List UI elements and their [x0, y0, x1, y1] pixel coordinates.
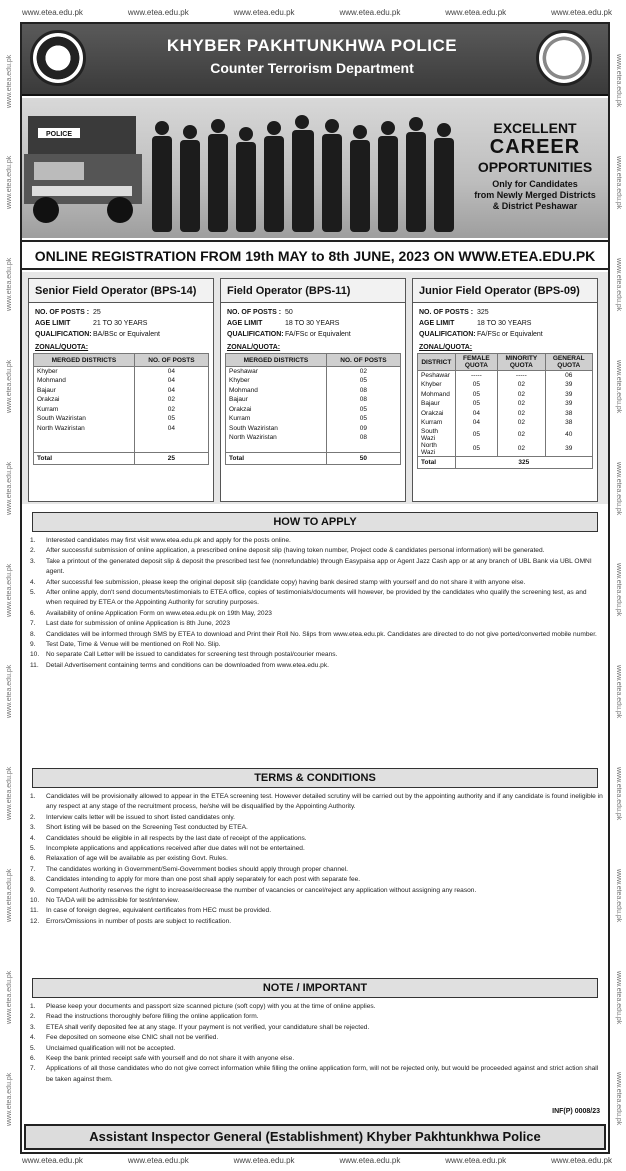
district-cell: Bajaur [34, 386, 135, 396]
district-cell: Mohmand [34, 376, 135, 386]
list-item [30, 650, 604, 660]
list-item-number: 2. [30, 1013, 36, 1021]
list-item [30, 640, 604, 650]
minority-cell: 02 [498, 442, 545, 457]
minority-cell: 02 [498, 409, 545, 419]
list-item-text: Keep the bank printed receipt safe with yourself and do not share it with anyone else. [46, 1055, 295, 1063]
list-item-text: After successful submission of online application, a prescribed online deposit slip (having token number, Project code & candidates personal information) will be generated. [46, 547, 545, 555]
list-item-text: Interview calls letter will be issued to short listed candidates only. [46, 813, 235, 821]
list-item-text: In case of foreign degree, equivalent certificates from HEC must be provided. [46, 907, 272, 915]
list-item-number: 2. [30, 813, 36, 821]
table-row [418, 418, 593, 428]
list-item-number: 11. [30, 907, 39, 915]
list-item [30, 834, 604, 844]
table-row [226, 386, 401, 396]
watermark-text: www.etea.edu.pk [6, 868, 13, 923]
table-row [226, 405, 401, 415]
watermark-top [22, 8, 612, 22]
watermark-text: www.etea.edu.pk [6, 257, 13, 312]
posts-cell: 04 [134, 376, 208, 386]
list-item-text: Competent Authority reserves the right to increase/decrease the number of vacancies or cancel/reject any application without assigning any reason. [46, 886, 477, 894]
watermark-text: www.etea.edu.pk [22, 1156, 83, 1165]
banner-photo [22, 98, 608, 238]
list-item-number: 1. [30, 1003, 36, 1010]
list-item-number: 12. [30, 917, 40, 925]
minority-cell: 02 [498, 399, 545, 409]
general-cell: 38 [545, 409, 592, 419]
no-of-posts-label: NO. OF POSTS : [419, 309, 474, 316]
district-cell: Peshawar [226, 367, 327, 377]
qualification-label: QUALIFICATION: [35, 331, 92, 338]
list-item [30, 661, 604, 671]
table-row [226, 424, 401, 434]
female-cell: ----- [455, 371, 497, 381]
watermark-text: www.etea.edu.pk [339, 1156, 401, 1165]
advertisement-body [20, 22, 610, 1154]
general-cell: 39 [545, 442, 592, 457]
posts-cell: 09 [326, 424, 400, 434]
posts-cell: 05 [134, 414, 208, 424]
list-item [30, 536, 604, 546]
table-header: FEMALE QUOTA [455, 354, 497, 371]
list-item [30, 917, 604, 927]
posts-cell: 02 [134, 395, 208, 405]
district-cell: South Wazi [418, 428, 456, 442]
list-item-number: 6. [30, 855, 36, 863]
no-of-posts-label: NO. OF POSTS : [35, 309, 90, 316]
list-item-text: Incomplete applications and applications received after due dates will not be entertained. [46, 845, 305, 853]
list-item-text: No separate Call Letter will be issued to candidates for screening test through postal/courier means. [46, 651, 338, 659]
table-row [34, 433, 209, 443]
table-row [418, 390, 593, 400]
how-to-apply-heading [22, 512, 608, 534]
career-line-6: & District Peshawar [492, 201, 578, 211]
watermark-text: www.etea.edu.pk [127, 1156, 189, 1165]
list-item [30, 886, 604, 896]
posts-cell: 04 [134, 367, 208, 377]
commandos-image [142, 114, 472, 234]
age-limit-value: 21 TO 30 YEARS [93, 320, 148, 327]
table-row [418, 428, 593, 442]
district-cell: Kurram [226, 414, 327, 424]
list-item-number: 4. [30, 834, 36, 842]
list-item-number: 10. [30, 897, 40, 905]
list-item [30, 844, 604, 854]
list-item [30, 1023, 604, 1033]
watermark-text: www.etea.edu.pk [551, 8, 612, 17]
police-vehicle-image [24, 106, 144, 230]
list-item [30, 578, 604, 588]
district-cell: Bajaur [226, 395, 327, 405]
list-item [30, 906, 604, 916]
police-logo [30, 30, 86, 86]
general-cell: 39 [545, 390, 592, 400]
list-item [30, 1064, 604, 1085]
no-of-posts-value: 50 [285, 309, 293, 316]
table-row [418, 442, 593, 457]
posts-cell: 08 [326, 395, 400, 405]
list-item-text: Short listing will be based on the Screening Test conducted by ETEA. [46, 824, 248, 832]
watermark-text: www.etea.edu.pk [127, 8, 189, 17]
list-item-text: Candidates will be provisionally allowed to appear in the ETEA screening test. However detailed scrutiny will be carried out by the appointing authority and if any candidate is found ineligible in any respect at any stage of the recruitment process, he/she will be disqualified by the Appointing Authority. [46, 793, 603, 811]
table-row [226, 367, 401, 377]
table-header: MERGED DISTRICTS [226, 354, 327, 367]
table-row [226, 414, 401, 424]
total-label: Total [418, 456, 456, 468]
minority-cell: 02 [498, 380, 545, 390]
table-row [34, 395, 209, 405]
list-item-text: No TA/DA will be admissible for test/interview. [46, 897, 180, 905]
post-senior-field-operator [28, 278, 214, 502]
posts-table [225, 353, 401, 465]
list-item-number: 4. [30, 578, 36, 586]
age-limit-label: AGE LIMIT [419, 320, 455, 327]
list-item-number: 3. [30, 824, 36, 832]
post-title: Field Operator (BPS-11) [221, 279, 405, 303]
list-item [30, 854, 604, 864]
district-cell: Kurram [418, 418, 456, 428]
list-item-number: 5. [30, 1044, 36, 1052]
header-banner [22, 24, 608, 96]
qualification-value: FA/FSc or Equivalent [285, 331, 351, 338]
qualification-value: BA/BSc or Equivalent [93, 331, 160, 338]
district-cell: North Waziristan [34, 424, 135, 434]
zonal-quota-label: ZONAL/QUOTA: [419, 344, 473, 351]
watermark-text: www.etea.edu.pk [615, 665, 622, 719]
watermark-text: www.etea.edu.pk [615, 54, 622, 108]
list-item-number: 9. [30, 641, 36, 649]
how-to-apply-list [30, 536, 604, 671]
table-header: GENERAL QUOTA [545, 354, 592, 371]
list-item-number: 10. [30, 651, 40, 659]
vehicle-label: POLICE [45, 131, 73, 138]
list-item [30, 1054, 604, 1064]
list-item [30, 546, 604, 556]
list-item-text: Unclaimed qualification will not be accepted. [46, 1044, 176, 1052]
age-limit-value: 18 TO 30 YEARS [285, 320, 340, 327]
watermark-right [610, 30, 622, 1150]
female-cell: 05 [455, 390, 497, 400]
watermark-text: www.etea.edu.pk [6, 54, 13, 108]
list-item [30, 1033, 604, 1043]
watermark-text: www.etea.edu.pk [233, 1156, 295, 1165]
watermark-bottom [22, 1156, 612, 1170]
watermark-text: www.etea.edu.pk [6, 665, 13, 719]
list-item-text: Applications of all those candidates who do not give correct information while filling the online application form, will not be rejected only, but would be proceeded against and strict action shall be taken against them. [46, 1065, 599, 1083]
table-total-row [34, 452, 209, 464]
watermark-text: www.etea.edu.pk [615, 766, 622, 821]
general-cell: 39 [545, 399, 592, 409]
list-item-text: Candidates intending to apply for more than one post shall apply separately for each post with separate fee. [46, 876, 361, 884]
list-item [30, 1002, 604, 1012]
table-row [226, 443, 401, 453]
terms-heading [22, 768, 608, 790]
qualification-value: FA/FSc or Equivalent [477, 331, 543, 338]
list-item [30, 792, 604, 813]
list-item-number: 8. [30, 876, 36, 884]
zonal-quota-label: ZONAL/QUOTA: [227, 344, 281, 351]
table-header: NO. OF POSTS [326, 354, 400, 367]
career-line-5: from Newly Merged Districts [474, 190, 596, 200]
posts-cell: 08 [326, 386, 400, 396]
district-cell: Kurram [34, 405, 135, 415]
career-line-1: EXCELLENT [493, 120, 577, 136]
watermark-text: www.etea.edu.pk [615, 563, 622, 617]
section-title: NOTE / IMPORTANT [32, 978, 598, 998]
section-title: TERMS & CONDITIONS [32, 768, 598, 788]
table-row [418, 371, 593, 381]
list-item-number: 7. [30, 620, 36, 628]
list-item [30, 588, 604, 609]
list-item-number: 1. [30, 537, 36, 544]
table-total-row [226, 452, 401, 464]
list-item [30, 1012, 604, 1022]
section-title: HOW TO APPLY [32, 512, 598, 532]
table-header: MINORITY QUOTA [498, 354, 545, 371]
list-item-text: The candidates working in Government/Semi-Government bodies should apply through proper channel. [46, 865, 349, 873]
posts-cell: 04 [134, 386, 208, 396]
female-cell: 05 [455, 428, 497, 442]
district-cell: Peshawar [418, 371, 456, 381]
general-cell: 38 [545, 418, 592, 428]
zonal-quota-label: ZONAL/QUOTA: [35, 344, 89, 351]
watermark-text: www.etea.edu.pk [615, 461, 622, 515]
watermark-text: www.etea.edu.pk [6, 461, 13, 515]
footer-signatory: Assistant Inspector General (Establishment) Khyber Pakhtunkhwa Police [24, 1124, 606, 1150]
no-of-posts-value: 25 [93, 309, 101, 316]
table-row [226, 376, 401, 386]
total-label: Total [226, 452, 327, 464]
age-limit-label: AGE LIMIT [35, 320, 71, 327]
qualification-label: QUALIFICATION: [227, 331, 284, 338]
district-cell: Bajaur [418, 399, 456, 409]
post-info [413, 303, 597, 353]
table-row [34, 376, 209, 386]
table-total-row [418, 456, 593, 468]
list-item [30, 875, 604, 885]
watermark-text: www.etea.edu.pk [551, 1156, 612, 1165]
table-row [34, 386, 209, 396]
no-of-posts-value: 325 [477, 309, 489, 316]
career-line-4: Only for Candidates [492, 179, 578, 189]
career-eligibility [462, 179, 608, 212]
watermark-text: www.etea.edu.pk [6, 359, 13, 414]
list-item-text: Please keep your documents and passport size scanned picture (soft copy) with you at the time of online applies. [46, 1003, 376, 1010]
list-item [30, 609, 604, 619]
list-item [30, 619, 604, 629]
career-opportunities [462, 120, 608, 212]
note-list [30, 1002, 604, 1085]
total-value: 25 [134, 452, 208, 464]
minority-cell: 02 [498, 418, 545, 428]
list-item [30, 865, 604, 875]
table-header: NO. OF POSTS [134, 354, 208, 367]
list-item-text: Last date for submission of online Application is 8th June, 2023 [46, 620, 231, 628]
list-item-text: Take a printout of the generated deposit slip & deposit the prescribed test fee (nonrefundable) through Easypaisa app or Agent Jazz Cash app or at any branch of UBL Bank via UBL OMNI agent. [46, 557, 592, 576]
female-cell: 04 [455, 418, 497, 428]
watermark-text: www.etea.edu.pk [6, 1072, 13, 1126]
female-cell: 05 [455, 442, 497, 457]
minority-cell: 02 [498, 428, 545, 442]
female-cell: 04 [455, 409, 497, 419]
table-header: DISTRICT [418, 354, 456, 371]
list-item [30, 1044, 604, 1054]
posts-cell: 04 [134, 424, 208, 434]
total-value: 50 [326, 452, 400, 464]
list-item-text: After successful fee submission, please keep the original deposit slip (candidate copy) having bank desired stamp with yourself and do not share it with anyone else. [46, 578, 526, 586]
watermark-text: www.etea.edu.pk [6, 767, 13, 821]
no-of-posts-label: NO. OF POSTS : [227, 309, 282, 316]
table-row [226, 433, 401, 443]
list-item-number: 5. [30, 589, 36, 597]
posts-table [417, 353, 593, 469]
career-line-3: OPPORTUNITIES [477, 159, 593, 175]
list-item-number: 1. [30, 793, 36, 800]
list-item-text: Detail Advertisement containing terms and conditions can be downloaded from www.etea.edu.pk. [46, 661, 329, 669]
list-item-text: Read the instructions thoroughly before filling the online application form. [46, 1013, 259, 1021]
list-item-number: 4. [30, 1034, 36, 1042]
district-cell: Mohmand [418, 390, 456, 400]
general-cell: 39 [545, 380, 592, 390]
general-cell: 06 [545, 371, 592, 381]
post-info [221, 303, 405, 353]
female-cell: 05 [455, 380, 497, 390]
district-cell: Mohmand [226, 386, 327, 396]
table-row [226, 395, 401, 405]
posts-cell: 05 [326, 376, 400, 386]
list-item-number: 7. [30, 865, 36, 873]
table-row [418, 399, 593, 409]
list-item-number: 9. [30, 886, 36, 894]
list-item-text: Test Date, Time & Venue will be mentioned on Roll No. Slip. [46, 641, 221, 649]
district-cell: Khyber [34, 367, 135, 377]
post-field-operator [220, 278, 406, 502]
posts-cell: 08 [326, 433, 400, 443]
watermark-text: www.etea.edu.pk [615, 257, 622, 312]
minority-cell: 02 [498, 390, 545, 400]
district-cell: Orakzai [226, 405, 327, 415]
post-title: Senior Field Operator (BPS-14) [29, 279, 213, 303]
total-label: Total [34, 452, 135, 464]
list-item-number: 6. [30, 1055, 36, 1063]
watermark-text: www.etea.edu.pk [6, 563, 13, 617]
minority-cell: ----- [498, 371, 545, 381]
post-title: Junior Field Operator (BPS-09) [413, 279, 597, 303]
district-cell: North Wazi [418, 442, 456, 457]
qualification-label: QUALIFICATION: [419, 331, 476, 338]
list-item-text: Interested candidates may first visit www.etea.edu.pk and apply for the posts online. [46, 537, 291, 544]
list-item [30, 896, 604, 906]
header-title: KHYBER PAKHTUNKHWA POLICE [166, 36, 458, 55]
table-row [34, 414, 209, 424]
list-item-text: Candidates should be eligible in all respects by the last date of receipt of the applications. [46, 834, 307, 842]
list-item-number: 3. [30, 557, 36, 565]
watermark-text: www.etea.edu.pk [615, 156, 622, 210]
list-item-number: 6. [30, 609, 36, 617]
watermark-text: www.etea.edu.pk [615, 359, 622, 413]
posts-section [22, 272, 608, 504]
list-item [30, 823, 604, 833]
table-row [418, 380, 593, 390]
terms-list [30, 792, 604, 927]
district-cell: South Waziristan [34, 414, 135, 424]
posts-table [33, 353, 209, 465]
ctd-logo [536, 30, 592, 86]
watermark-text: www.etea.edu.pk [445, 1156, 507, 1165]
age-limit-value: 18 TO 30 YEARS [477, 320, 532, 327]
watermark-text: www.etea.edu.pk [6, 156, 13, 210]
watermark-text: www.etea.edu.pk [6, 970, 13, 1024]
header-subtitle: Counter Terrorism Department [210, 60, 414, 76]
watermark-text: www.etea.edu.pk [445, 8, 507, 17]
table-row [418, 409, 593, 419]
list-item [30, 557, 604, 578]
list-item [30, 813, 604, 823]
general-cell: 40 [545, 428, 592, 442]
list-item-text: Relaxation of age will be available as per existing Govt. Rules. [46, 855, 228, 863]
table-row [34, 443, 209, 453]
list-item-text: After online apply, don't send documents/testimonials to ETEA office, copies of testimonials/documents will however, be provided by the candidates who qualify the screening test, as and when required by ETEA or the Appointing Authority for scrutiny purposes. [46, 589, 587, 607]
list-item-number: 11. [30, 661, 39, 669]
list-item-number: 2. [30, 547, 36, 555]
post-junior-field-operator [412, 278, 598, 502]
total-value: 325 [455, 456, 592, 468]
career-line-2: CAREER [489, 136, 581, 158]
reference-number: INF(P) 0008/23 [552, 1108, 600, 1115]
table-row [34, 367, 209, 377]
registration-banner: ONLINE REGISTRATION FROM 19th MAY to 8th JUNE, 2023 ON WWW.ETEA.EDU.PK [22, 240, 608, 270]
post-info [29, 303, 213, 353]
posts-cell: 02 [326, 367, 400, 377]
list-item-text: Fee deposited on someone else CNIC shall not be verified. [46, 1034, 219, 1042]
list-item-number: 7. [30, 1065, 36, 1073]
list-item-text: Errors/Omissions in number of posts are subject to rectification. [46, 917, 232, 925]
posts-cell: 05 [326, 414, 400, 424]
female-cell: 05 [455, 399, 497, 409]
watermark-text: www.etea.edu.pk [339, 8, 401, 17]
list-item-number: 8. [30, 630, 36, 638]
watermark-left [6, 30, 18, 1150]
table-row [34, 424, 209, 434]
watermark-text: www.etea.edu.pk [615, 868, 622, 923]
posts-cell: 02 [134, 405, 208, 415]
watermark-text: www.etea.edu.pk [615, 1072, 622, 1126]
list-item-text: Candidates will be informed through SMS by ETEA to download and Print their Roll No. Slips from www.etea.edu.pk. Candidates are directed to do not give ported/converted mobile number. [46, 630, 597, 638]
district-cell: South Waziristan [226, 424, 327, 434]
district-cell: North Waziristan [226, 433, 327, 443]
list-item-number: 3. [30, 1023, 36, 1031]
posts-cell: 05 [326, 405, 400, 415]
watermark-text: www.etea.edu.pk [22, 8, 83, 17]
watermark-text: www.etea.edu.pk [233, 8, 295, 17]
watermark-text: www.etea.edu.pk [615, 970, 622, 1024]
list-item-text: Availability of online Application Form on www.etea.edu.pk on 19th May, 2023 [46, 609, 272, 617]
table-row [34, 405, 209, 415]
district-cell: Orakzai [34, 395, 135, 405]
district-cell: Khyber [226, 376, 327, 386]
district-cell: Orakzai [418, 409, 456, 419]
district-cell: Khyber [418, 380, 456, 390]
list-item-number: 5. [30, 845, 36, 853]
list-item [30, 630, 604, 640]
table-header: MERGED DISTRICTS [34, 354, 135, 367]
age-limit-label: AGE LIMIT [227, 320, 263, 327]
note-heading [22, 978, 608, 1000]
list-item-text: ETEA shall verify deposited fee at any stage. If your payment is not verified, your candidature shall be rejected. [46, 1023, 370, 1031]
